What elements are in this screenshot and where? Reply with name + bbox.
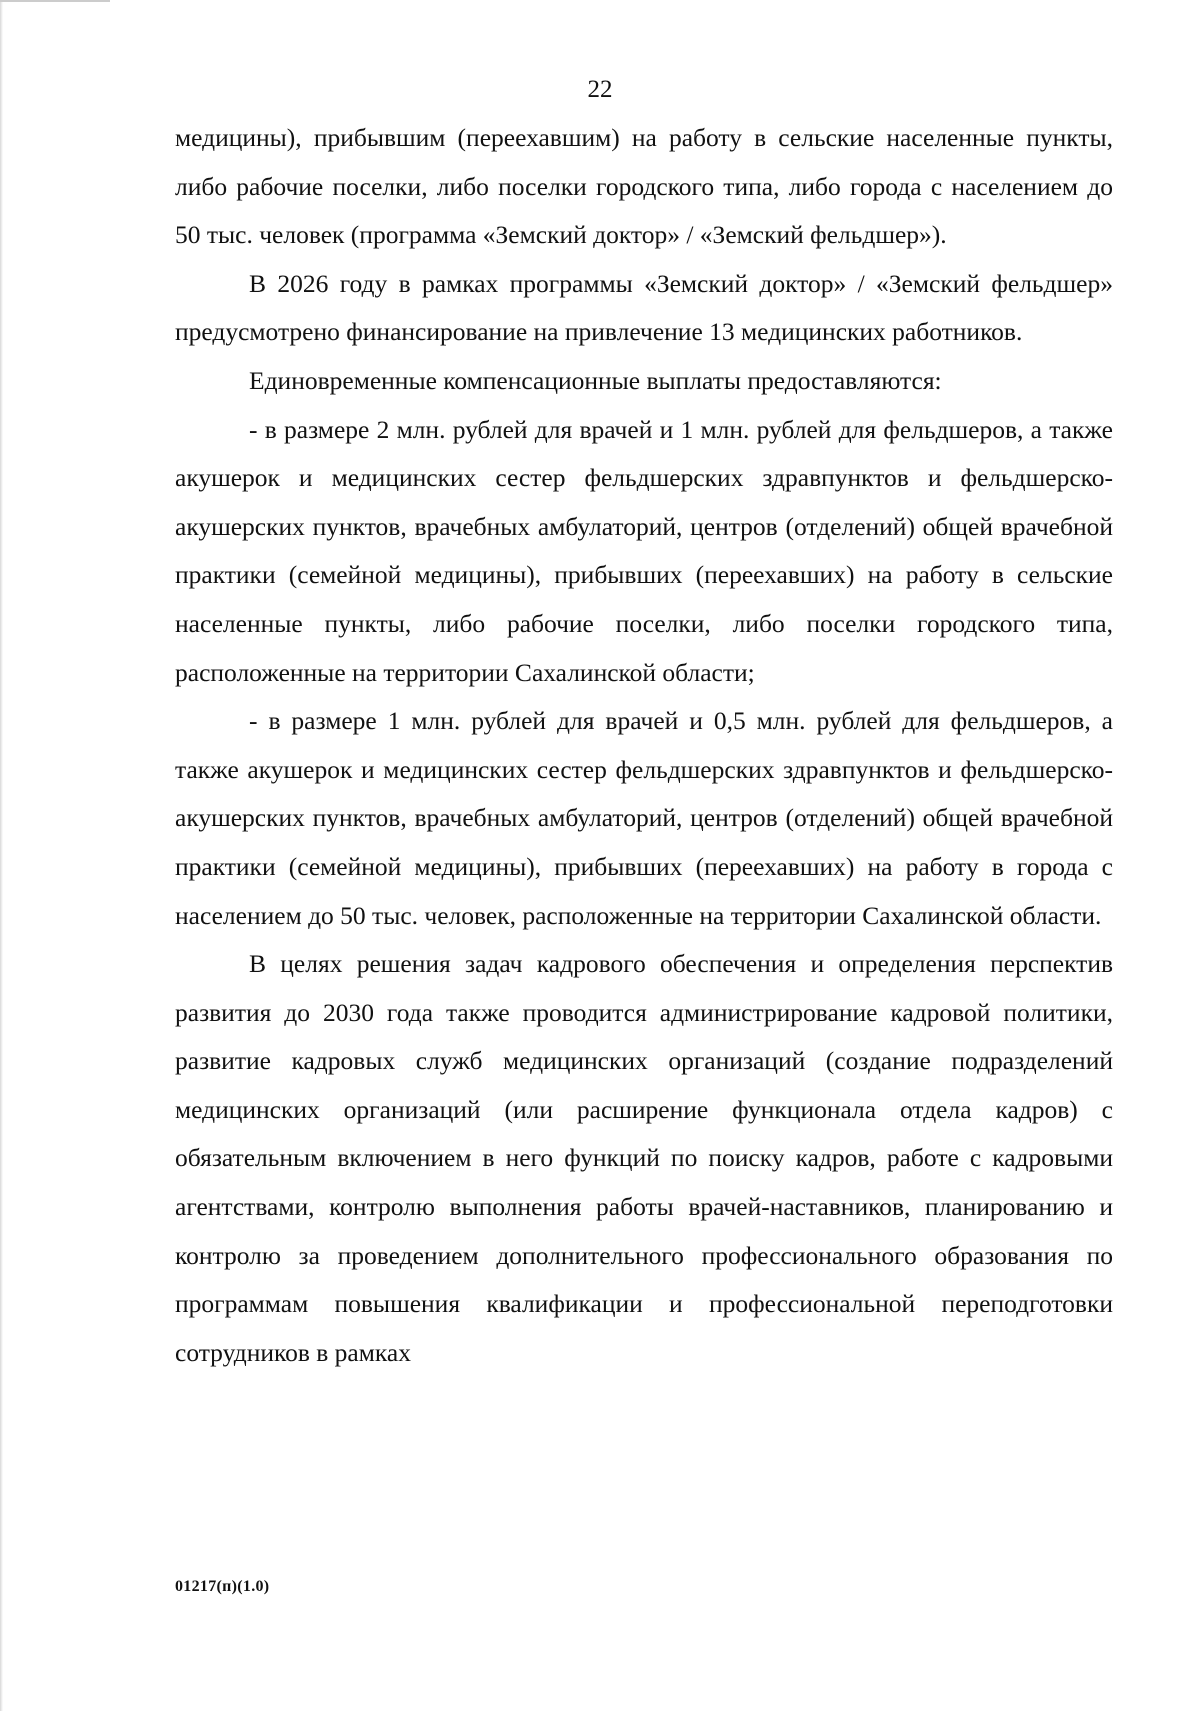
- page-number: 22: [587, 76, 613, 103]
- paragraph-hr-policy: В целях решения задач кадрового обеспечения и определения перспектив развития до 2030 года также проводится администрирование кадровой политики, развитие кадровых служб медицинских организаций (создание подразделений медицинских организаций (или расширение функционала отдела кадров) с обязательным включением в него функций по поиску кадров, работе с кадровыми агентствами, контролю выполнения работы врачей-наставников, планированию и контролю за проведением дополнительного профессионального образования по программам повышения квалификации и профессиональной переподготовки сотрудников в рамках: [175, 949, 1113, 1367]
- paragraph-payment-towns: - в размере 1 млн. рублей для врачей и 0,5 млн. рублей для фельдшеров, а также акушерок и медицинских сестер фельдшерских здравпунктов и фельдшерско-акушерских пунктов, врачебных амбулаторий, центров (отделений) общей врачебной практики (семейной медицины), прибывших (переехавших) на работу в города с населением до 50 тыс. человек, расположенные на территории Сахалинской области.: [175, 706, 1113, 930]
- paragraph-payments-intro: Единовременные компенсационные выплаты предоставляются:: [249, 365, 942, 395]
- scan-edge-left: [0, 0, 3, 1711]
- paragraph-payment-rural: - в размере 2 млн. рублей для врачей и 1 млн. рублей для фельдшеров, а также акушерок и медицинских сестер фельдшерских здравпунктов и фельдшерско-акушерских пунктов, врачебных амбулаторий, центров (отделений) общей врачебной практики (семейной медицины), прибывших (переехавших) на работу в сельские населенные пункты, либо рабочие поселки, либо поселки городского типа, расположенные на территории Сахалинской области;: [175, 414, 1113, 687]
- paragraph-continuation: медицины), прибывшим (переехавшим) на работу в сельские населенные пункты, либо рабочие поселки, либо поселки городского типа, либо города с населением до 50 тыс. человек (программа «Земский доктор» / «Земский фельдшер»).: [175, 123, 1113, 250]
- document-code: 01217(п)(1.0): [175, 1578, 270, 1595]
- document-body: [175, 114, 1113, 1377]
- scan-edge-top: [0, 0, 110, 2]
- paragraph-funding-2026: В 2026 году в рамках программы «Земский доктор» / «Земский фельдшер» предусмотрено финансирование на привлечение 13 медицинских работников.: [175, 268, 1113, 347]
